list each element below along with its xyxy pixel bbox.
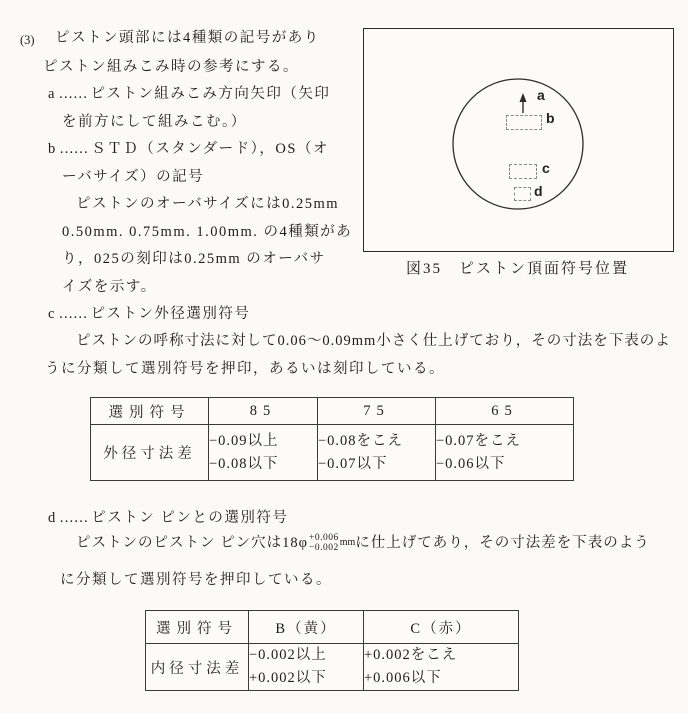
item-b-line-5: り，025の刻印は0.25mm のオーバサ [62, 251, 326, 267]
mark-box-b [506, 115, 542, 130]
item-c-line-1 [48, 304, 250, 324]
table1-cell-65 [436, 425, 574, 481]
item-b-line-4: 0.50mm. 0.75mm. 1.00mm. の4種類があ [62, 224, 353, 240]
item-b-line-3: ピストンのオーバサイズには0.25mm [76, 196, 340, 212]
figure-label-c: c [542, 160, 550, 176]
table-row [91, 425, 574, 481]
table1-row-label: 外径寸法差 [91, 425, 209, 481]
table-row [91, 398, 574, 425]
value-line: −0.09以上 [209, 432, 279, 449]
item-d-line-1 [48, 508, 288, 528]
pin-bore-table [145, 610, 519, 691]
direction-arrow-head [520, 93, 527, 102]
value-line: −0.08をこえ [318, 432, 404, 449]
item-b-line-2: ーバサイズ）の記号 [62, 169, 205, 185]
item-b-line-1 [48, 139, 329, 159]
item-d-marker: d [48, 510, 56, 526]
intro-line-2: ピストン組みこみ時の参考にする。 [43, 59, 299, 75]
table2-cell-b [249, 644, 364, 691]
item-a-line-1 [48, 84, 330, 104]
outer-diameter-table [90, 397, 574, 481]
item-b-dots: …… [59, 141, 89, 157]
item-d-body-2: に分類して選別符号を押印している。 [60, 572, 332, 588]
table2-header-c: C（赤） [364, 611, 519, 644]
item-c-marker: c [48, 306, 55, 322]
figure-label-a: a [537, 87, 545, 103]
figure-label-d: d [534, 183, 543, 199]
intro-line-1: ピストン頭部には4種類の記号があり [55, 30, 320, 46]
table1-header-85: 85 [209, 398, 318, 425]
item-c-title: ピストン外径選別符号 [90, 306, 251, 322]
item-b-text: ＳＴＤ（スタンダード），OS（オ [91, 141, 329, 157]
tolerance-upper: +0.006 [309, 533, 339, 543]
item-a-line-2: を前方にして組みこむ。） [62, 114, 247, 130]
value-line: −0.07以下 [318, 455, 388, 472]
item-d-body-post: に仕上げてあり，その寸法差を下表のよう [355, 535, 650, 551]
section-number: (3) [20, 33, 35, 47]
item-d-body-pre: ピストンのピストン ピン穴は18φ [76, 535, 308, 551]
mark-box-d [514, 187, 531, 201]
figure-caption: 図35 ピストン頂面符号位置 [405, 261, 629, 277]
value-line: −0.07をこえ [436, 432, 522, 449]
value-line: +0.002以下 [249, 670, 327, 686]
table1-header-65: 65 [436, 398, 574, 425]
item-d-dots: …… [59, 510, 89, 526]
item-a-text: ピストン組みこみ方向矢印（矢印 [90, 86, 331, 102]
table2-row-label: 内径寸法差 [146, 644, 249, 691]
item-b-line-6: イズを示す。 [62, 279, 157, 295]
figure-label-b: b [546, 110, 555, 126]
table2-header-b: B（黄） [249, 611, 364, 644]
table1-header-75: 75 [318, 398, 436, 425]
table-row [146, 611, 519, 644]
unit-mm: mm [339, 537, 356, 548]
item-c-body-1: ピストンの呼称寸法に対して0.06～0.09mm小さく仕上げており，その寸法を下表のよ [76, 333, 671, 349]
table1-cell-85 [209, 425, 318, 481]
value-line: −0.08以下 [209, 455, 279, 472]
tolerance-lower: −0.002 [309, 543, 339, 553]
item-c-dots: …… [58, 306, 88, 322]
figure-piston-top-view [363, 28, 674, 252]
item-c-body-2: うに分類して選別符号を押印，あるいは刻印している。 [45, 361, 445, 377]
table-row [146, 644, 519, 691]
piston-circle-drawing [364, 29, 673, 251]
item-d-body-1 [76, 533, 650, 553]
item-d-title: ピストン ピンとの選別符号 [91, 510, 289, 526]
table2-cell-c [364, 644, 519, 691]
mark-box-c [509, 164, 537, 179]
value-line: +0.002をこえ [364, 647, 458, 663]
table1-cell-75 [318, 425, 436, 481]
tolerance-stack [309, 533, 339, 553]
item-a-marker: a [48, 86, 55, 102]
value-line: +0.006以下 [364, 670, 442, 686]
value-line: −0.002以上 [249, 647, 327, 663]
value-line: −0.06以下 [436, 455, 506, 472]
table2-header-label: 選別符号 [146, 611, 249, 644]
item-a-dots: …… [58, 86, 88, 102]
item-b-marker: b [48, 141, 56, 157]
table1-header-label: 選別符号 [91, 398, 209, 425]
